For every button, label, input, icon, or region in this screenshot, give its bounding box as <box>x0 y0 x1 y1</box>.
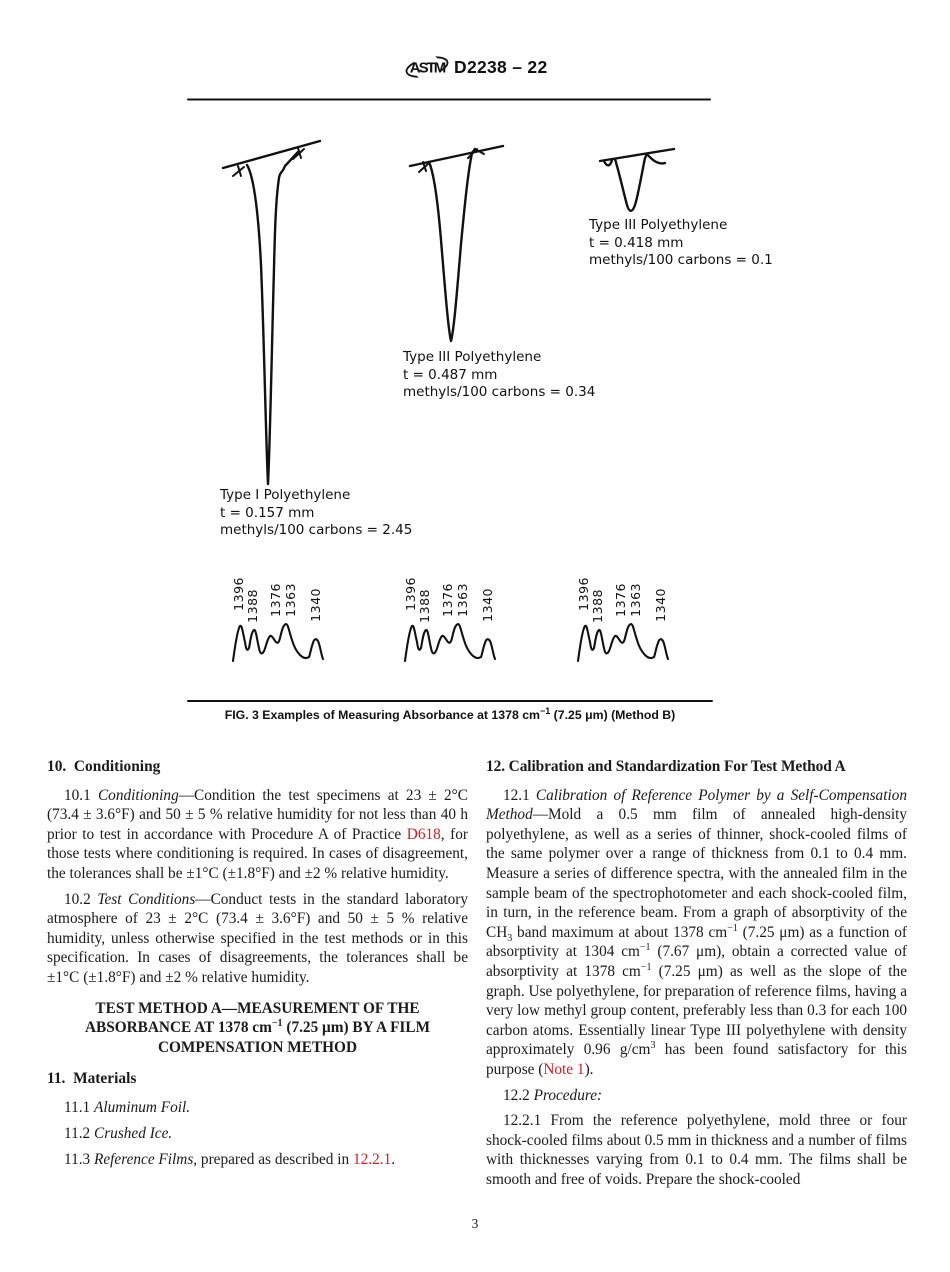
cross-reference-link[interactable]: 12.2.1 <box>352 1150 392 1168</box>
wavenumber-label-1376: 1376 <box>268 583 283 617</box>
left-column <box>47 757 468 1176</box>
para-11-1: 11.1 Aluminum Foil. <box>64 1098 191 1116</box>
para-12-1: 12.1 Calibration of Reference Polymer by a Self-Compensation Method—Mold a 0.5 mm film of annealed high-density polyethylene, as well as a series of thinner, shock-cooled films of the same polymer over a range of thickness from 0.1 to 0.4 mm. Measure a series of difference spectra, with the annealed film in the sample beam of the spectrophotometer and each shock-cooled film, in turn, in the reference beam. From a graph of absorptivity of the $CH_3$ band maximum at about 1378 $cm^{-1}$ (7.25 μm) as a function of absorptivity at 1304 $cm^{-1}$ (7.67 μm), obtain a corrected value of absorptivity at 1378 $cm^{-1}$ (7.25 μm) as well as the slope of the graph. Use polyethylene, for preparation of reference films, having a very low methyl group content, preferably less than 0.3 for each 100 carbon atoms. Essentially linear Type III polyethylene with density approximately 0.96 $g/cm^3$ has been found satisfactory for this purpose (Note 1). <box>486 786 908 1078</box>
para-12-2: 12.2 Procedure: <box>503 1086 603 1104</box>
wavenumber-label-1396: 1396 <box>231 577 246 611</box>
para-11-2: 11.2 Crushed Ice. <box>64 1124 173 1142</box>
page-number: 3 <box>471 1216 479 1231</box>
para-11-3: 11.3 Reference Films, prepared as described in 12.2.1. <box>64 1150 396 1168</box>
wavenumber-label-1363: 1363 <box>628 583 643 617</box>
wavenumber-label-1388: 1388 <box>590 589 605 623</box>
label-type-1 <box>220 487 412 540</box>
wavenumber-label-1340: 1340 <box>480 588 495 622</box>
wavenumber-label-1396: 1396 <box>403 577 418 611</box>
test-method-a-heading: TEST METHOD A—MEASUREMENT OF THE ABSORBANCE AT 1378 $cm^{-1}$ (7.25 μm) BY A FILM COMPENSATION METHOD <box>84 999 431 1056</box>
spectrum-trace <box>231 614 326 666</box>
spectrum-trace <box>576 614 671 666</box>
label-type-3-middle-line2: t = 0.487 mm <box>403 366 498 383</box>
right-column <box>486 757 907 1195</box>
spectra-group-1 <box>231 577 327 669</box>
wavenumber-label-1388: 1388 <box>245 589 260 623</box>
label-type-3-middle-line3: methyls/100 carbons = 0.34 <box>403 384 596 400</box>
wavenumber-label-1340: 1340 <box>308 588 323 622</box>
label-type-1-line2: t = 0.157 mm <box>220 504 315 521</box>
label-type-3-right-line3: methyls/100 carbons = 0.1 <box>589 252 773 268</box>
wavenumber-label-1396: 1396 <box>576 577 591 611</box>
label-type-3-right-line2: t = 0.418 mm <box>589 234 684 251</box>
label-type-1-line1: Type I Polyethylene <box>220 487 351 503</box>
wavenumber-label-1376: 1376 <box>440 583 455 617</box>
para-10-2: 10.2 Test Conditions—Conduct tests in the standard laboratory atmosphere of 23 ± 2°C (73.4 ± 3.6°F) and 50 ± 5 % relative humidity, unless otherwise specified in the test methods or in this specification. In cases of disagreements, the tolerances shall be ±1°C (±1.8°F) and ±2 % relative humidity. <box>47 890 469 986</box>
label-type-3-middle-line1: Type III Polyethylene <box>403 349 542 365</box>
para-12-2-1: 12.2.1 From the reference polyethylene, mold three or four shock-cooled films about 0.5 mm in thickness and a number of films with thicknesses varying from 0.1 to 0.4 mm. The films shall be smooth and free of voids. Prepare the shock-cooled <box>486 1112 907 1188</box>
wavenumber-label-1376: 1376 <box>613 583 628 617</box>
section-10-heading: 10. Conditioning <box>47 758 161 775</box>
label-type-3-right-line1: Type III Polyethylene <box>589 217 728 233</box>
cross-reference-link[interactable]: Note 1 <box>543 1060 585 1078</box>
spectrum-trace <box>403 614 498 666</box>
document-code: D2238 – 22 <box>454 57 548 77</box>
wavenumber-label-1363: 1363 <box>283 583 298 617</box>
svg-text:ASTM: ASTM <box>409 59 445 77</box>
wavenumber-label-1388: 1388 <box>417 589 432 623</box>
figure-caption: FIG. 3 Examples of Measuring Absorbance at 1378 $cm^{-1}$ (7.25 μm) (Method B) <box>224 705 676 722</box>
peak-type-3-right <box>600 149 674 211</box>
section-12-heading: 12. Calibration and Standardization For Test Method A <box>486 758 846 775</box>
spectra-group-2 <box>403 577 499 669</box>
peak-type-1 <box>223 141 320 484</box>
wavenumber-label-1363: 1363 <box>455 583 470 617</box>
peak-type-3-middle <box>410 146 503 341</box>
section-11-heading: 11. Materials <box>47 1070 137 1088</box>
label-type-3-middle <box>403 349 595 402</box>
para-10-1: 10.1 Conditioning—Condition the test specimens at 23 ± 2°C (73.4 ± 3.6°F) and 50 ± 5 % relative humidity for not less than 40 h prior to test in accordance with Procedure A of Practice D618, for those tests where conditioning is required. In cases of disagreement, the tolerances shall be ±1°C (±1.8°F) and ±2 % relative humidity. <box>47 786 468 882</box>
wavenumber-label-1340: 1340 <box>653 588 668 622</box>
spectra-group-3 <box>576 577 672 669</box>
label-type-1-line3: methyls/100 carbons = 2.45 <box>220 522 413 538</box>
cross-reference-link[interactable]: D618 <box>406 825 441 843</box>
label-type-3-right <box>589 217 773 270</box>
